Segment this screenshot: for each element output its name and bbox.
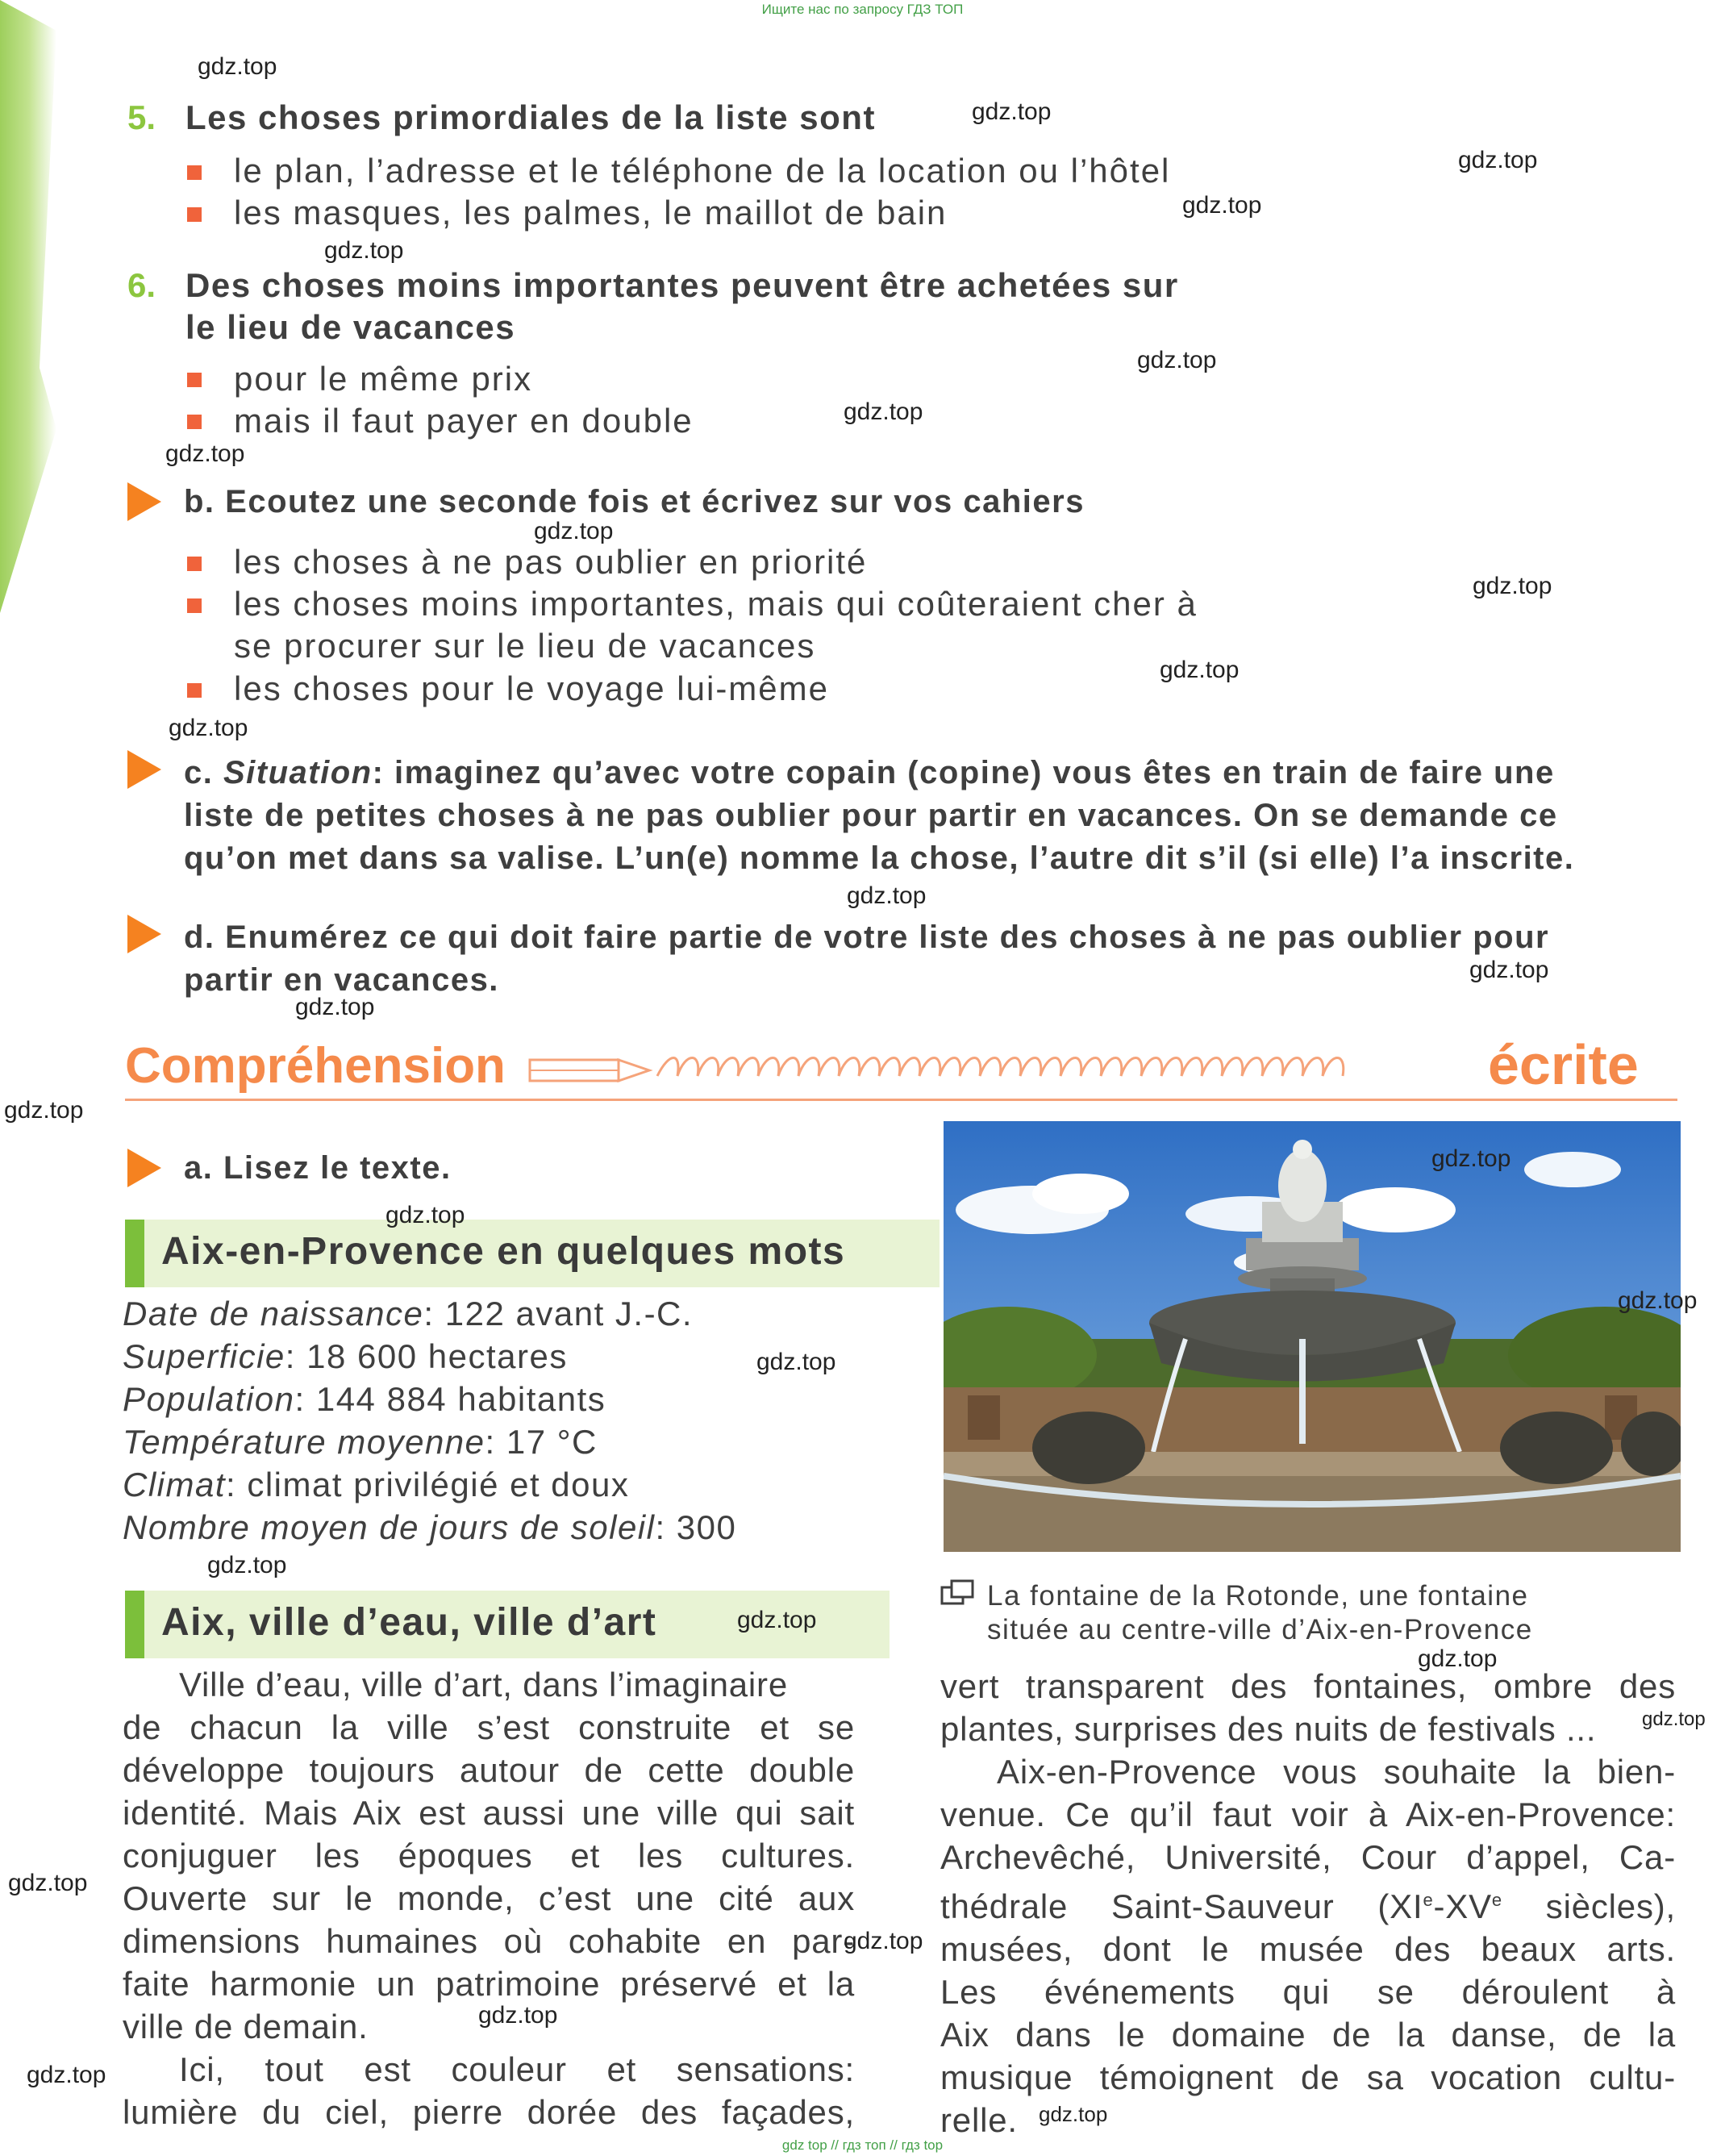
header-note: Ищите нас по запросу ГДЗ ТОП [761, 2, 964, 17]
fact-label: Superficie [123, 1337, 285, 1375]
task-d [184, 916, 1692, 1002]
watermark: gdz.top [198, 53, 277, 80]
item-6-number: 6. [127, 266, 156, 304]
item-5-bullet-1: le plan, l’adresse et le téléphone de la location ou l’hôtel [234, 152, 1171, 190]
article-line: Les événements qui se déroulent à [940, 1973, 1676, 2011]
fact-row [123, 1292, 889, 1335]
fact-value: : 300 [655, 1508, 737, 1546]
cathedral-text: -XV [1433, 1887, 1492, 1925]
caption-photo-icon [940, 1579, 976, 1608]
bullet-icon [187, 415, 202, 429]
box-2-title: Aix, ville d’eau, ville d’art [161, 1601, 657, 1644]
watermark: gdz.top [1642, 1708, 1706, 1730]
section-title-right: écrite [1488, 1033, 1639, 1096]
task-b-bullet-1: les choses à ne pas oublier en priorité [234, 543, 868, 581]
article-line: relle. [940, 2101, 1018, 2139]
item-6-line-2: le lieu de vacances [185, 308, 516, 346]
fact-label: Date de naissance [123, 1295, 424, 1332]
bullet-icon [187, 683, 202, 698]
fact-label: Nombre moyen de jours de soleil [123, 1508, 656, 1546]
watermark: gdz.top [27, 2062, 106, 2088]
article-line: identité. Mais Aix est aussi une ville qui sait [123, 1794, 855, 1832]
cathedral-text: thédrale Saint-Sauveur (XI [940, 1887, 1423, 1925]
article-line: musique témoignent de sa vocation cultu- [940, 2058, 1676, 2096]
play-arrow-icon [127, 482, 161, 521]
watermark: gdz.top [1431, 1145, 1511, 1172]
fact-label: Température moyenne [123, 1423, 485, 1461]
watermark: gdz.top [1137, 347, 1217, 373]
watermark: gdz.top [534, 518, 614, 544]
watermark: gdz.top [1418, 1645, 1498, 1672]
play-arrow-icon [127, 750, 161, 789]
fact-value: : 122 avant J.-C. [423, 1295, 694, 1332]
bullet-icon [187, 598, 202, 613]
article-line: Aix-en-Provence vous souhaite la bien- [997, 1753, 1676, 1791]
task-c-label: c. [184, 755, 214, 790]
task-d-line-1: d. Enumérez ce qui doit faire partie de votre liste des choses à ne pas oublier pour [184, 920, 1550, 955]
article-line: Ici, tout est couleur et sensations: [179, 2050, 855, 2088]
fact-label: Climat [123, 1466, 227, 1503]
watermark: gdz.top [169, 715, 248, 741]
watermark: gdz.top [324, 237, 404, 264]
watermark: gdz.top [756, 1349, 836, 1375]
article-line-cathedral [940, 1879, 1676, 1928]
watermark: gdz.top [1160, 657, 1240, 683]
fact-row [123, 1420, 889, 1463]
watermark: gdz.top [844, 398, 923, 425]
caption [987, 1579, 1533, 1647]
fact-value: : 17 °C [485, 1423, 598, 1461]
item-5-bullet-2: les masques, les palmes, le maillot de bain [234, 194, 948, 231]
watermark: gdz.top [478, 2002, 558, 2029]
task-a-text: a. Lisez le texte. [184, 1150, 452, 1186]
watermark: gdz.top [4, 1097, 84, 1124]
watermark: gdz.top [1182, 192, 1262, 219]
play-arrow-icon [127, 915, 161, 953]
bullet-icon [187, 557, 202, 571]
article-line: faite harmonie un patrimoine préservé et la [123, 1965, 855, 2003]
item-5-text: Les choses primordiales de la liste sont [185, 98, 876, 136]
bullet-icon [187, 373, 202, 387]
article-right [940, 1665, 1676, 2141]
section-title-left: Compréhension [125, 1038, 506, 1094]
task-b-bullet-2-cont: se procurer sur le lieu de vacances [234, 627, 816, 665]
article-line: Archevêché, Université, Cour d’appel, Ca- [940, 1838, 1676, 1876]
fact-label: Population [123, 1380, 295, 1418]
task-c-line-1: : imaginez qu’avec votre copain (copine) vous êtes en train de faire une [372, 755, 1555, 790]
fact-value: : 144 884 habitants [294, 1380, 606, 1418]
item-6-bullet-1: pour le même prix [234, 360, 533, 398]
watermark: gdz.top [1039, 2102, 1108, 2126]
task-b-bullet-2: les choses moins importantes, mais qui coûteraient cher à [234, 585, 1198, 623]
article-line: conjuguer les époques et les cultures. [123, 1837, 855, 1875]
cathedral-sup: e [1423, 1890, 1434, 1910]
decorative-leaf [0, 0, 56, 613]
article-line: vert transparent des fontaines, ombre des [940, 1667, 1676, 1705]
watermark: gdz.top [8, 1870, 88, 1896]
article-line: venue. Ce qu’il faut voir à Aix-en-Provence: [940, 1795, 1676, 1833]
fact-value: : climat privilégié et doux [226, 1466, 630, 1503]
article-line: Ville d’eau, ville d’art, dans l’imaginaire [179, 1666, 789, 1704]
watermark: gdz.top [844, 1928, 923, 1954]
caption-line-2: située au centre-ville d’Aix-en-Provence [987, 1614, 1533, 1645]
article-left [123, 1663, 855, 2133]
fact-value: : 18 600 hectares [285, 1337, 568, 1375]
item-6-line-1: Des choses moins importantes peuvent être achetées sur [185, 266, 1179, 304]
watermark: gdz.top [295, 994, 375, 1020]
article-line: musées, dont le musée des beaux arts. [940, 1930, 1676, 1968]
fact-row [123, 1463, 889, 1506]
item-5-number: 5. [127, 98, 156, 136]
task-b-bullet-3: les choses pour le voyage lui-même [234, 669, 829, 707]
box-2-accent [125, 1591, 144, 1658]
fact-row [123, 1378, 889, 1420]
box-1-title: Aix-en-Provence en quelques mots [161, 1230, 846, 1273]
footer-note: gdz top // гдз топ // гдз top [781, 2137, 944, 2153]
cathedral-text: siècles), [1502, 1887, 1676, 1925]
task-c-line-2: liste de petites choses à ne pas oublier pour partir en vacances. On se demande ce [184, 798, 1558, 833]
watermark: gdz.top [1618, 1287, 1698, 1314]
article-line: lumière du ciel, pierre dorée des façades, [123, 2093, 855, 2131]
play-arrow-icon [127, 1149, 161, 1187]
article-line: plantes, surprises des nuits de festivals ... [940, 1710, 1597, 1748]
article-line: ville de demain. [123, 2008, 369, 2045]
watermark: gdz.top [972, 98, 1052, 125]
watermark: gdz.top [1458, 147, 1538, 173]
watermark: gdz.top [737, 1607, 817, 1633]
task-c-line-3: qu’on met dans sa valise. L’un(e) nomme la chose, l’autre dit s’il (si elle) l’a inscrite. [184, 840, 1575, 876]
article-line: dimensions humaines où cohabite en par- [123, 1922, 855, 1960]
watermark: gdz.top [847, 882, 927, 909]
pencil-scribble-icon [528, 1045, 1472, 1097]
task-b-text: b. Ecoutez une seconde fois et écrivez sur vos cahiers [184, 484, 1085, 519]
watermark: gdz.top [207, 1552, 287, 1578]
article-line: développe toujours autour de cette double [123, 1751, 855, 1789]
bullet-icon [187, 165, 202, 180]
watermark: gdz.top [165, 440, 245, 467]
caption-line-1: La fontaine de la Rotonde, une fontaine [987, 1580, 1529, 1612]
article-line: Aix dans le domaine de la danse, de la [940, 2016, 1676, 2054]
task-c [184, 752, 1692, 880]
bullet-icon [187, 207, 202, 222]
cathedral-sup: e [1491, 1890, 1502, 1910]
item-6-bullet-2: mais il faut payer en double [234, 402, 694, 440]
fountain-photo [944, 1121, 1681, 1552]
watermark: gdz.top [1473, 573, 1552, 599]
fact-row [123, 1506, 889, 1549]
watermark: gdz.top [1469, 957, 1549, 983]
watermark: gdz.top [385, 1202, 465, 1228]
task-d-line-2: partir en vacances. [184, 962, 499, 998]
box-1-accent [125, 1220, 144, 1287]
facts-list [123, 1292, 889, 1549]
task-c-situation: Situation [223, 755, 373, 790]
article-line: de chacun la ville s’est construite et se [123, 1708, 855, 1746]
article-line: Ouverte sur le monde, c’est une cité aux [123, 1879, 855, 1917]
section-divider [125, 1099, 1677, 1101]
